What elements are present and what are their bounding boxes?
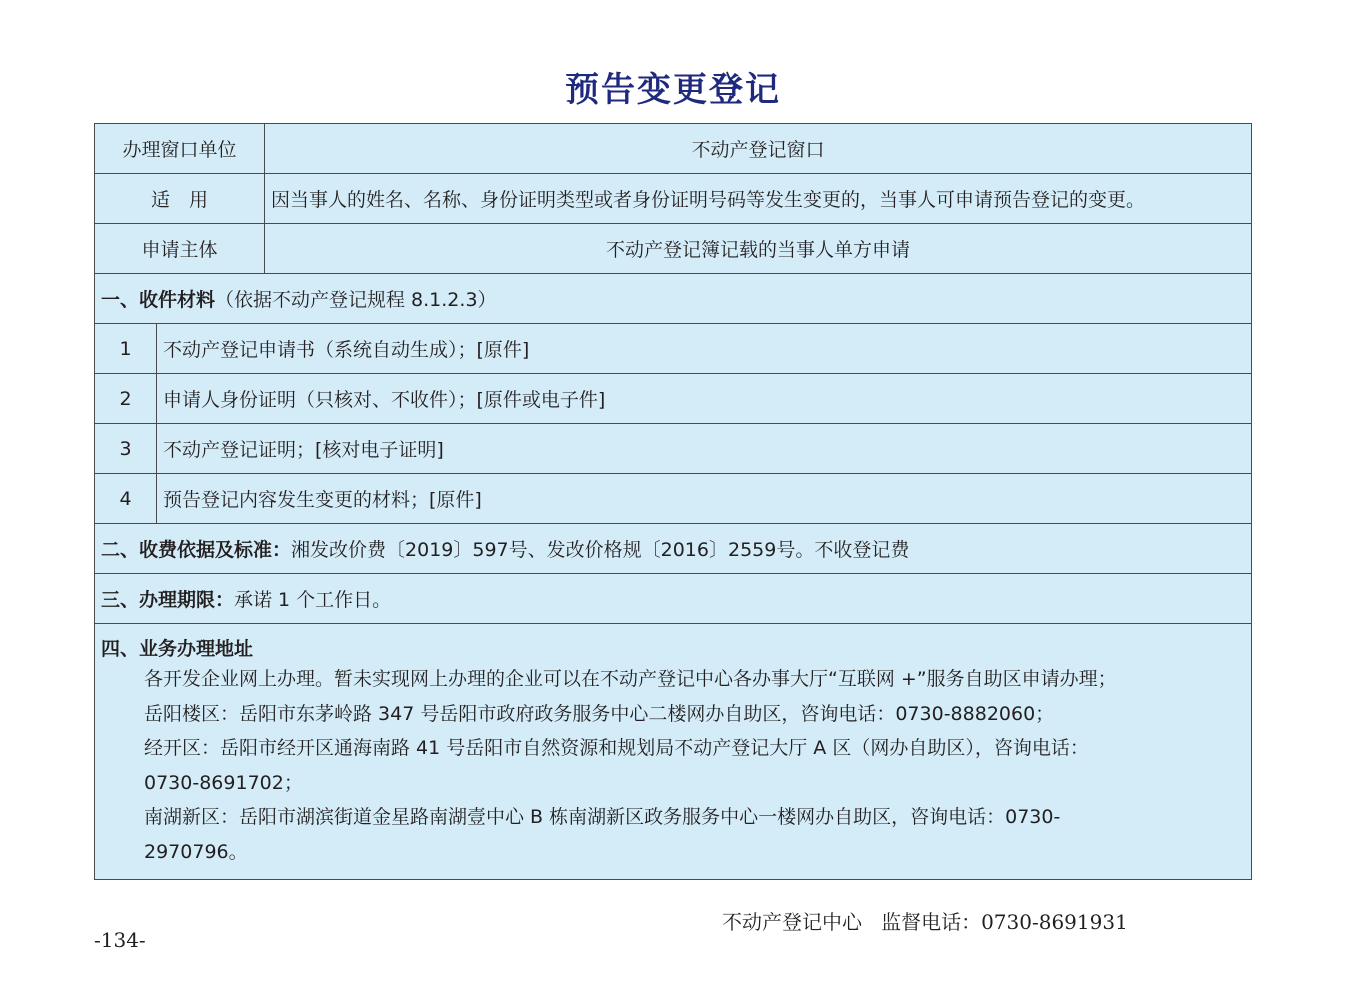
info-value: 不动产登记簿记载的当事人单方申请	[605, 239, 910, 261]
material-item	[95, 474, 1251, 524]
item-number: 2	[95, 374, 157, 423]
address-line: 2970796。	[144, 840, 248, 863]
section-fees	[95, 524, 1251, 574]
footer-hotline: 0730-8691931	[981, 910, 1128, 934]
address-line: 经开区：岳阳市经开区通海南路 41 号岳阳市自然资源和规划局不动产登记大厅 A 区（网办自助区），咨询电话：	[144, 737, 1089, 759]
material-item	[95, 374, 1251, 424]
info-row-window	[95, 124, 1251, 174]
info-label: 申请主体	[95, 224, 265, 273]
info-value: 因当事人的姓名、名称、身份证明类型或者身份证明号码等发生变更的，当事人可申请预告登记的变更。	[271, 189, 1146, 211]
item-text: 申请人身份证明（只核对、不收件）；[原件或电子件]	[163, 389, 606, 411]
item-number: 3	[95, 424, 157, 473]
section-heading: 三、办理期限：	[101, 589, 235, 611]
section-text: 承诺 1 个工作日。	[234, 589, 392, 611]
material-item	[95, 424, 1251, 474]
section-heading: 二、收费依据及标准：	[101, 539, 292, 561]
footer-org: 不动产登记中心	[722, 910, 862, 934]
section-text: 湘发改价费〔2019〕597号、发改价格规〔2016〕2559号。不收登记费	[291, 539, 910, 561]
page-number: -134-	[94, 928, 146, 952]
info-row-applicant	[95, 224, 1251, 274]
address-line: 各开发企业网上办理。暂未实现网上办理的企业可以在不动产登记中心各办事大厅“互联网 +”服务自助区申请办理；	[144, 668, 1117, 690]
item-number: 1	[95, 324, 157, 373]
info-row-applicable	[95, 174, 1251, 224]
section-materials-header	[95, 274, 1251, 324]
info-label: 办理窗口单位	[95, 124, 265, 173]
info-value: 不动产登记窗口	[691, 139, 825, 161]
item-number: 4	[95, 474, 157, 523]
section-heading: 一、收件材料	[101, 289, 216, 311]
section-heading: 四、业务办理地址	[101, 638, 254, 660]
address-line: 0730-8691702；	[144, 771, 303, 794]
item-text: 预告登记内容发生变更的材料；[原件]	[163, 489, 482, 511]
section-deadline	[95, 574, 1251, 624]
section-note: （依据不动产登记规程 8.1.2.3）	[215, 289, 497, 311]
footer-contact	[722, 906, 1128, 935]
section-address	[95, 624, 1251, 879]
address-line: 南湖新区：岳阳市湖滨街道金星路南湖壹中心 B 栋南湖新区政务服务中心一楼网办自助区，咨询电话：0730-	[144, 806, 1061, 828]
address-line: 岳阳楼区：岳阳市东茅岭路 347 号岳阳市政府政务服务中心二楼网办自助区，咨询电话：0730-8882060；	[144, 702, 1055, 725]
procedure-table	[94, 123, 1252, 880]
footer-hotline-label: 监督电话：	[881, 910, 982, 934]
page-title: 预告变更登记	[565, 70, 781, 110]
material-item	[95, 324, 1251, 374]
item-text: 不动产登记证明；[核对电子证明]	[163, 439, 444, 461]
info-label: 适 用	[95, 174, 265, 223]
item-text: 不动产登记申请书（系统自动生成）；[原件]	[163, 339, 530, 361]
